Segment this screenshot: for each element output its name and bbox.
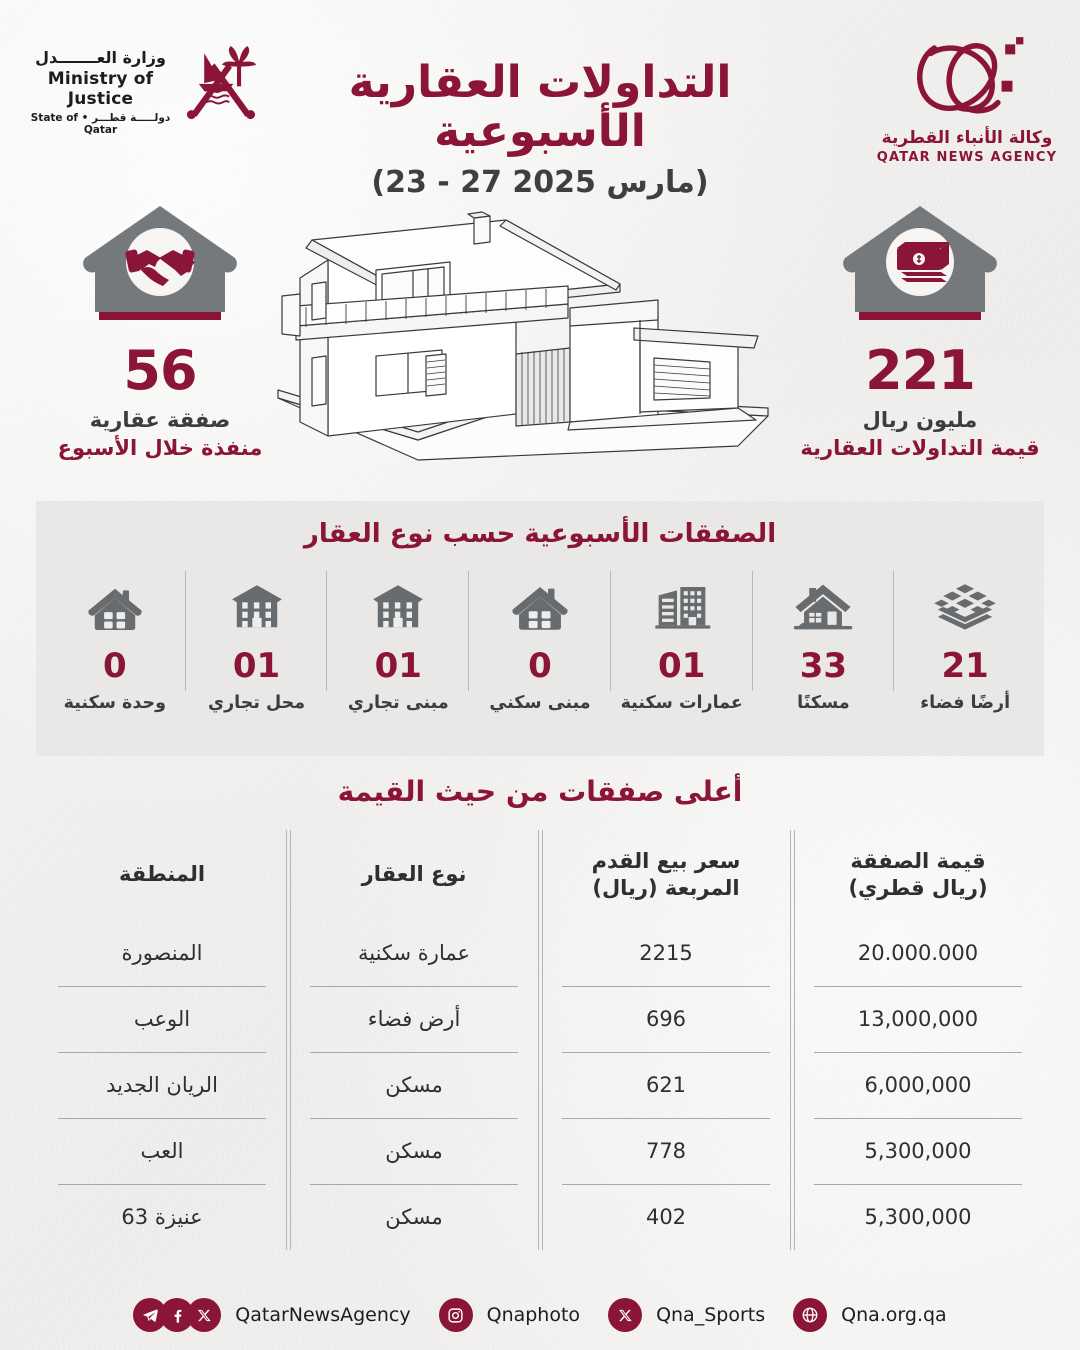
ministry-of-justice-logo <box>28 30 268 140</box>
column-header-deal-value-l2: (ريال قطري) <box>848 876 988 900</box>
cell-price-sqft: 696 <box>540 986 792 1052</box>
cell-price-sqft: 778 <box>540 1118 792 1184</box>
house-money-icon <box>835 200 1005 330</box>
cell-area: العب <box>36 1118 288 1184</box>
cell-property-type: مسكن <box>288 1118 540 1184</box>
row-separator <box>814 986 1022 987</box>
row-separator <box>58 1052 266 1053</box>
cell-area: عنيزة 63 <box>36 1184 288 1250</box>
type-value-residential-buildings: 01 <box>658 646 706 686</box>
x-twitter-icon[interactable] <box>187 1298 221 1332</box>
top-deals-table <box>36 830 1044 1250</box>
type-label-commercial-building: مبنى تجاري <box>347 693 449 713</box>
row-separator <box>814 1184 1022 1185</box>
column-header-area: المنطقة <box>118 862 206 887</box>
row-separator <box>310 1184 518 1185</box>
type-value-commercial-building: 01 <box>374 646 422 686</box>
type-cell-commercial-building <box>327 563 469 743</box>
qna-arabic-name: وكالة الأنباء القطرية <box>881 128 1053 148</box>
row-separator <box>58 1184 266 1185</box>
property-types-row <box>44 563 1036 743</box>
cell-property-type: مسكن <box>288 1052 540 1118</box>
moj-arabic-name: وزارة العـــــــدل <box>35 48 166 67</box>
type-value-residential-unit: 0 <box>103 646 127 686</box>
house-line-drawing-illustration <box>268 208 808 493</box>
type-cell-residential-buildings <box>611 563 753 743</box>
kpi-value-label-1: مليون ريال <box>862 408 978 432</box>
social-group-main <box>133 1298 438 1332</box>
type-cell-residential-unit <box>44 563 186 743</box>
type-cell-residential-building <box>469 563 611 743</box>
kpi-deals-value-million <box>790 200 1050 463</box>
table-header-row <box>36 830 1044 920</box>
type-label-residential-buildings: عمارات سكنية <box>620 693 743 713</box>
kpi-value-number: 221 <box>865 339 975 402</box>
row-separator <box>814 1052 1022 1053</box>
table-body <box>36 920 1044 1250</box>
social-group-sports <box>608 1298 793 1332</box>
row-separator <box>562 986 770 987</box>
row-separator <box>58 986 266 987</box>
type-label-dwelling: مسكنًا <box>797 693 850 713</box>
type-cell-dwelling <box>753 563 895 743</box>
row-separator <box>562 1118 770 1119</box>
column-header-deal-value-l1: قيمة الصفقة <box>850 848 986 873</box>
cell-deal-value: 5,300,000 <box>792 1184 1044 1250</box>
type-value-commercial-shop: 01 <box>232 646 281 686</box>
moj-state-label: دولـــــة قطـــر • State of Qatar <box>30 112 171 136</box>
column-header-price-sqft <box>540 830 792 920</box>
house-small-icon <box>87 563 143 635</box>
row-separator <box>310 986 518 987</box>
column-header-price-sqft-l1: سعر بيع القدم <box>591 848 741 873</box>
moj-logo-text <box>28 48 173 136</box>
type-value-dwelling: 33 <box>799 646 848 686</box>
table-row <box>36 920 1044 986</box>
social-handle-website[interactable]: Qna.org.qa <box>841 1304 947 1326</box>
table-row <box>36 1052 1044 1118</box>
cell-price-sqft: 402 <box>540 1184 792 1250</box>
cell-area: الريان الجديد <box>36 1052 288 1118</box>
social-group-website <box>793 1298 947 1332</box>
row-separator <box>310 1118 518 1119</box>
property-types-title: الصفقات الأسبوعية حسب نوع العقار <box>303 519 777 549</box>
kpi-deals-count <box>30 200 290 463</box>
cell-deal-value: 6,000,000 <box>792 1052 1044 1118</box>
cell-property-type: عمارة سكنية <box>288 920 540 986</box>
kpi-deals-label-1: صفقة عقارية <box>89 408 231 432</box>
house-handshake-icon <box>75 200 245 330</box>
qatar-emblem-icon <box>180 38 262 124</box>
social-handle-sports[interactable]: Qna_Sports <box>656 1304 766 1326</box>
kpi-row <box>0 190 1080 490</box>
type-label-residential-building: مبنى سكني <box>489 693 591 713</box>
cell-price-sqft: 621 <box>540 1052 792 1118</box>
cell-price-sqft: 2215 <box>540 920 792 986</box>
social-handle-main[interactable]: QatarNewsAgency <box>235 1304 411 1326</box>
qna-atom-icon <box>902 28 1032 128</box>
land-layers-icon <box>932 563 998 635</box>
column-header-property-type: نوع العقار <box>288 830 540 920</box>
row-separator <box>814 1118 1022 1119</box>
qna-logo <box>872 28 1062 165</box>
column-header-deal-value <box>792 830 1044 920</box>
type-label-residential-unit: وحدة سكنية <box>63 693 166 713</box>
kpi-deals-label-2: منفذة خلال الأسبوع <box>57 436 263 461</box>
apartment-block-icon <box>370 563 426 635</box>
type-cell-commercial-shop <box>186 563 328 743</box>
kpi-value-label-2: قيمة التداولات العقارية <box>800 436 1040 461</box>
footer-social-bar <box>0 1280 1080 1350</box>
qna-english-name: QATAR NEWS AGENCY <box>876 150 1058 165</box>
cell-deal-value: 13,000,000 <box>792 986 1044 1052</box>
page-title: التداولات العقارية الأسبوعية <box>348 57 732 158</box>
residential-towers-icon <box>652 563 712 635</box>
apartment-block-icon-2 <box>229 563 285 635</box>
column-header-price-sqft-l2: المربعة (ريال) <box>592 876 740 900</box>
header <box>0 0 1080 200</box>
cell-deal-value: 5,300,000 <box>792 1118 1044 1184</box>
type-value-residential-building: 0 <box>528 646 552 686</box>
house-chimney-icon <box>792 563 854 635</box>
row-separator <box>58 1118 266 1119</box>
cell-deal-value: 20.000.000 <box>792 920 1044 986</box>
type-value-land: 21 <box>941 646 989 686</box>
top-deals-title: أعلى صفقات من حيث القيمة <box>337 775 743 808</box>
property-types-panel <box>36 501 1044 756</box>
cell-area: الوعب <box>36 986 288 1052</box>
globe-icon[interactable] <box>793 1298 827 1332</box>
social-group-instagram <box>439 1298 608 1332</box>
x-twitter-icon[interactable] <box>608 1298 642 1332</box>
kpi-deals-value: 56 <box>123 339 197 402</box>
row-separator <box>562 1184 770 1185</box>
row-separator <box>310 1052 518 1053</box>
table-row <box>36 1184 1044 1250</box>
table-row <box>36 1118 1044 1184</box>
row-separator <box>562 1052 770 1053</box>
moj-english-name: Ministry of Justice <box>47 69 154 109</box>
house-window-icon <box>511 563 569 635</box>
type-label-land: أرضًا فضاء <box>920 693 1011 713</box>
social-handle-instagram[interactable]: Qnaphoto <box>486 1304 581 1326</box>
title-block <box>270 58 810 200</box>
type-label-commercial-shop: محل تجاري <box>208 693 306 713</box>
cell-area: المنصورة <box>121 941 203 965</box>
table-row <box>36 986 1044 1052</box>
cell-property-type: مسكن <box>288 1184 540 1250</box>
cell-property-type: أرض فضاء <box>288 986 540 1052</box>
type-cell-land <box>894 563 1036 743</box>
page-subtitle: (23 - 27 مارس 2025) <box>371 164 709 200</box>
instagram-icon[interactable] <box>439 1298 473 1332</box>
